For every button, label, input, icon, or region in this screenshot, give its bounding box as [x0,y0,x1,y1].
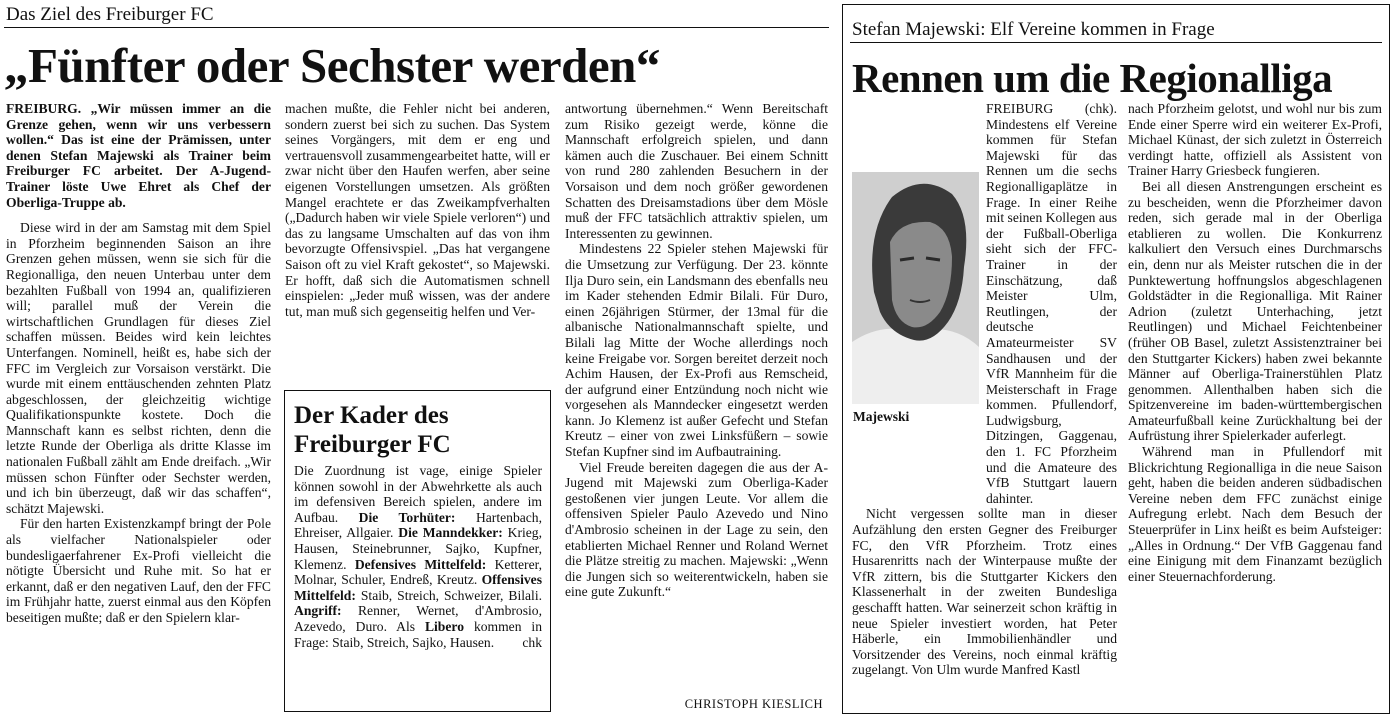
body-paragraph: Während man in Pfullendorf mit Blickrichtung Regionalliga in die neue Saison geht, haben die beiden anderen südbadischen Vereine neben dem FFC zunächst einige Aufregung erlebt. Nach dem Besuch der Steuerprüfer in Linx heißt es beim Aufsteiger: „Alles in Ordnung.“ Der VfB Gaggenau fand eine Einigung mit dem Finanzamt bezüglich einer Steuernachforderung. [1128,444,1382,584]
left-kicker: Das Ziel des Freiburger FC [6,4,214,25]
angriff-list: Renner, Wernet, d'Ambrosio, Azevedo, Duro. Als [294,603,542,634]
kader-text [294,463,542,650]
libero-label: Libero [424,618,464,634]
body-paragraph: machen mußte, die Fehler nicht bei anderen, sondern zuerst bei sich zu suchen. Das System seines Vorgängers, mit dem er eng und vertrauensvoll zusammengearbeitet hatte, will er zwar nicht über den Haufen werfen, aber seine eigenen Vorstellungen umsetzen. Als größten Mangel erachtete er das Zweikampfverhalten („Dadurch haben wir viele Spiele verloren“) und das zu langsame Umschalten auf das von ihm bevorzugte Offensivspiel. „Das hat vergangene Saison oft zu viel Kraft gekostet“, so Majewski. Er hofft, daß sich die Automatismen schnell einspielen: „Jeder muß wissen, was der andere tut, man muß sich gegenseitig helfen und Ver- [285,101,550,319]
body-paragraph: Diese wird in der am Samstag mit dem Spiel in Pforzheim beginnenden Saison an ihre Grenzen gehen müssen, wenn sie sich für die Regionalliga, den neuen Unterbau unter dem bezahlten Fußball von 1994 an, qualifizieren will; parallel muß der Verein die wirtschaftlichen Grundlagen für dieses Ziel schaffen müssen. Beides wird kein leichtes Unterfangen. Nominell, heißt es, habe sich der FFC im Vergleich zur Vorsaison verstärkt. Die wurde mit einem enttäuschenden zehnten Platz abgeschlossen, der gleichzeitig wichtige Qualifikationspunkte kostete. Doch die Mannschaft kann es selbst richten, denn die letzte Runde der Oberliga als dritte Klasse im nationalen Fußball zählt am Ende dreifach. „Wir müssen schon Fünfter oder Sechster werden, und ich bin überzeugt, daß wir das schaffen“, schätzt Majewski. [6,220,271,516]
defensive-list: Ketterer, Molnar, Schuler, Endreß, Kreutz. [294,556,542,588]
right-column-1 [852,101,1117,678]
left-headline: „Fünfter oder Sechster werden“ [4,38,660,93]
photo-caption: Majewski [853,409,910,424]
kader-intro: Die Zuordnung ist vage, einige Spieler können sowohl in der Abwehrkette als auch im defensiven Bereich spielen, andere im Aufbau. [294,463,542,525]
angriff-label: Angriff: [294,603,342,619]
right-headline: Rennen um die Regionalliga [852,55,1333,101]
left-column-1 [6,101,271,626]
kader-info-box [284,390,551,712]
defensive-label: Defensives Mittelfeld: [354,556,487,572]
body-paragraph: FREIBURG (chk). Mindestens elf Vereine kommen für Stefan Majewski für das Rennen um die sechs Regionalligaplätze in Frage. In einer Reihe mit seinen Kollegen aus der Fußball-Oberliga sieht sich der FFC-Trainer in der Einschätzung, daß Meister Ulm, Reutlingen, der deutsche Amateurmeister SV Sandhausen und der VfR Mannheim für die Meisterschaft in Frage kommen. Pfullendorf, Ludwigsburg, Ditzingen, Gaggenau, den 1. FC Pforzheim und die Amateure des VfB Stuttgart lauern dahinter. [986,101,1117,506]
right-kicker: Stefan Majewski: Elf Vereine kommen in Frage [852,19,1215,40]
body-paragraph: nach Pforzheim gelotst, und wohl nur bis zum Ende einer Sperre wird ein weiterer Ex-Profi, Michael Künast, der sich zuletzt in Österreich verdingt hatte, offiziell als Assistent von Trainer Harry Griesbeck fungieren. [1128,101,1382,179]
body-paragraph: Für den harten Existenzkampf bringt der Pole als vielfacher Nationalspieler oder bundesligaerfahrener Ex-Profi vielleicht die nötigte Übersicht und Ruhe mit. So hat er erkannt, daß er den negativen Lauf, den der FFC im Frühjahr hatte, zuerst einmal aus den Köpfen beseitigen mußte; daß er den Spielern klar- [6,516,271,625]
lead-paragraph: FREIBURG. „Wir müssen immer an die Grenze gehen, wenn wir uns verbessern wollen.“ Das ist eine der Prämissen, unter denen Stefan Majewski als Trainer beim Freiburger FC arbeitet. Der A-Jugend-Trainer löste Uwe Ehret als Chef der Oberliga-Truppe ab. [6,101,271,210]
author-byline: CHRISTOPH KIESLICH [684,697,823,711]
box-title-line-2: Freiburger FC [294,431,451,458]
manndecker-label: Die Manndekker: [398,525,503,541]
offensive-label: Offensives Mittelfeld: [294,572,542,603]
torhueter-list: Hartenbach, Ehreiser, Allgaier. [294,509,542,541]
body-paragraph: Mindestens 22 Spieler stehen Majewski für die Umsetzung zur Verfügung. Der 23. könnte Ilja Duro sein, ein Landsmann des ebenfalls neu im Kader stehenden Edmir Bilali. Für Duro, einen 26jährigen Stürmer, der 13mal für die albanische Nationalmannschaft spielte, und Bilali lag Mitte der Woche allerdings noch keine Freigabe vor. Sorgen bereitet derzeit noch Achim Hausen, der Ex-Profi aus Remscheid, der aufgrund einer Entzündung noch nicht wie vorgesehen als Manndecker eingesetzt werden kann. Jo Klemenz ist außer Gefecht und Stefan Kreutz – einer von zwei Linksfüßern – sowie Stefan Kupfner sind im Aufbautraining. [565,241,828,460]
right-kicker-rule [850,42,1382,43]
manndecker-list: Krieg, Hausen, Steinebrunner, Sajko, Kupfner, Klemenz. [294,525,542,572]
left-column-3 [565,101,828,600]
kicker-rule [4,27,829,28]
left-column-2 [285,101,550,319]
body-paragraph: Bei all diesen Anstrengungen erscheint es zu bescheiden, wenn die Pforzheimer davon reden, sich gerade mal in der Oberliga etablieren zu wollen. Die Konkurrenz kalkuliert den Versuch eines Durchmarschs ein, denn nur als Meister rutschen die in der Punktewertung hoffnungslos abgeschlagenen Goldstädter in die Regionalliga. Mit Rainer Adrion (zuletzt Unterhaching, jetzt Reutlingen) und Michael Feichtenbeiner (früher OB Basel, zuletzt Assistenztrainer bei den Stuttgarter Kickers) haben zwei bekannte Männer auf Oberliga-Trainerstühlen Platz genommen. Allenthalben haben sich die Spitzenvereine im baden-württembergischen Amateurfußball keine Zurückhaltung bei der Aufrüstung ihrer Spielerkader auferlegt. [1128,178,1382,444]
box-initials: chk [522,634,542,650]
torhueter-label: Die Torhüter: [358,509,456,525]
box-title-line-1: Der Kader des [294,402,449,429]
photo-spacer [852,161,980,506]
body-paragraph: Viel Freude bereiten dagegen die aus der A-Jugend mit Majewski zum Oberliga-Kader gestoßenen vier jungen Leute. Vor allem die offensiven Spieler Paulo Azevedo und Nino d'Ambrosio scheinen in der Lage zu sein, den etablierten Michael Renner und Roland Wernet die Plätze streitig zu machen. Majewski: „Wenn die Jungen sich so weiterentwickeln, haben sie eine gute Zukunft.“ [565,459,828,600]
body-paragraph: antwortung übernehmen.“ Wenn Bereitschaft zum Risiko gezeigt werde, könne die Mannschaft erfolgreich spielen, und dann kämen auch die Zuschauer. Bei einem Schnitt von rund 280 zahlenden Besuchern in der Vorsaison und dem noch größer gewordenen Schatten des Dreisamstadions über dem Mösle muß der FFC tatsächlich attraktiv spielen, um Interessenten zu gewinnen. [565,101,828,241]
offensive-list: Staib, Streich, Schweizer, Bilali. [360,587,543,603]
body-paragraph: Nicht vergessen sollte man in dieser Aufzählung den ersten Gegner des Freiburger FC, den VfR Pforzheim. Trotz eines Husarenritts nach der Winterpause mußte der VfR zittern, bis die Stuttgarter Kickers den Klassenerhalt in der zweiten Bundesliga geschafft hatten. War seinerzeit schon kräftig in neue Spieler investiert worden, hat Peter Häberle, ein Immobilienhändler und Vorsitzender des Vereins, noch einmal kräftig zugelangt. Von Ulm wurde Manfred Kastl [852,506,1117,678]
libero-list: kommen in Frage: Staib, Streich, Sajko, Hausen. [294,618,543,650]
right-column-2 [1128,101,1382,584]
